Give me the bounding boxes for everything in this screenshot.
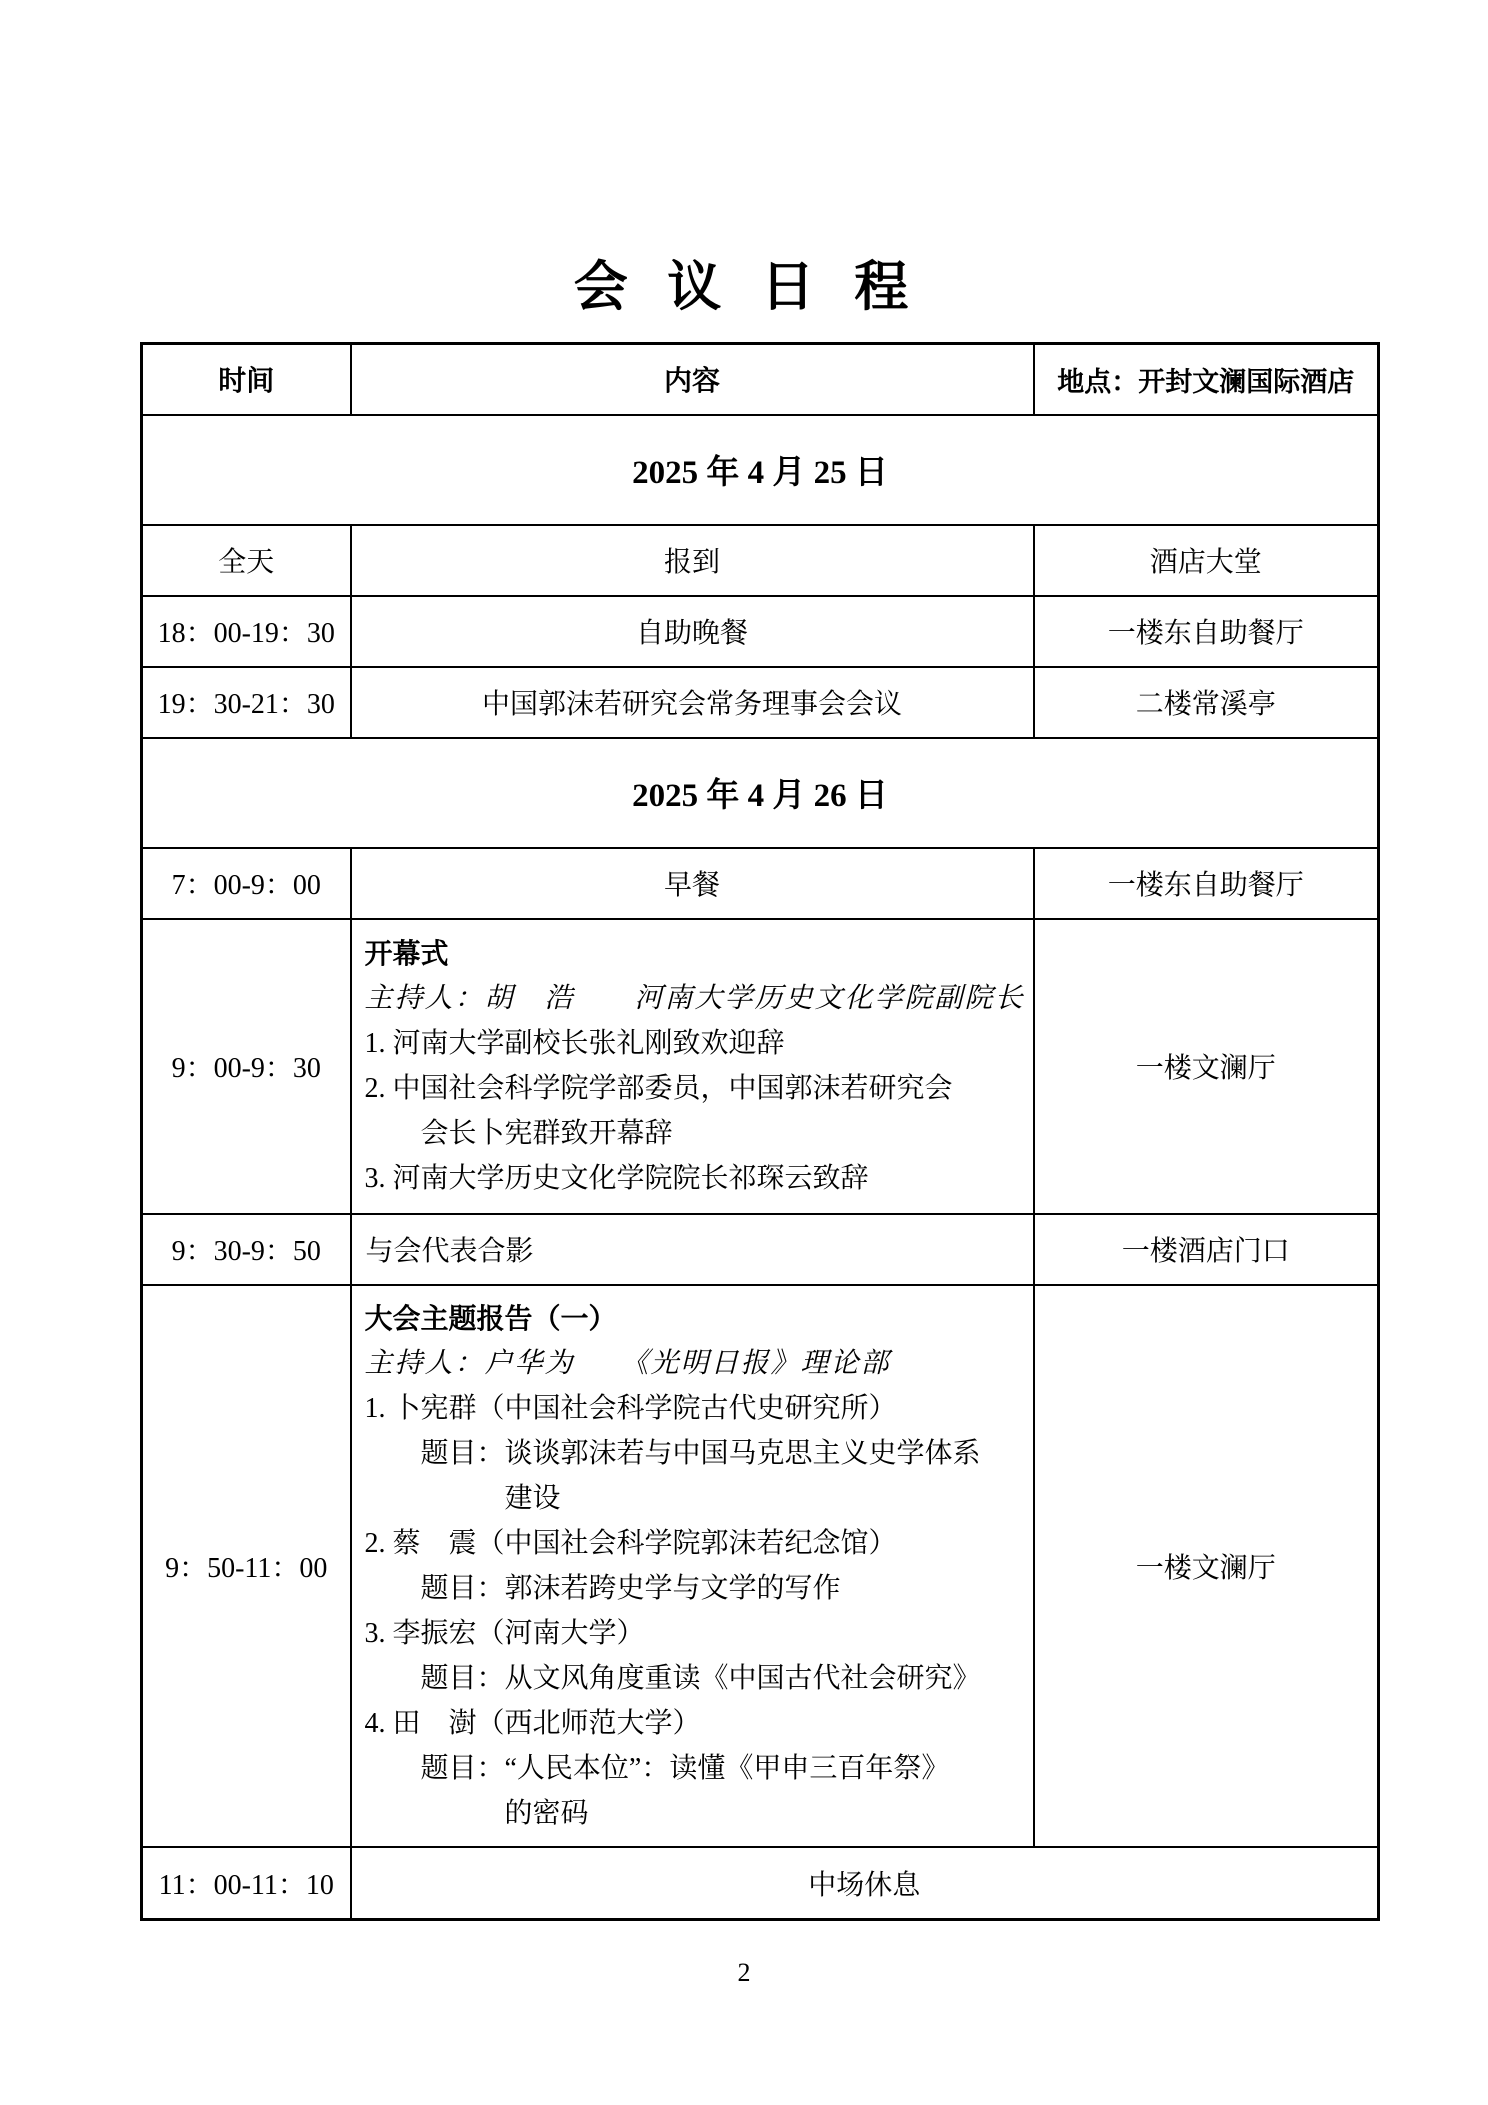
agenda-table (140, 342, 1380, 1921)
location-cell: 一楼文澜厅 (1034, 919, 1379, 1214)
time-cell: 19：30-21：30 (142, 667, 351, 738)
time-cell: 11：00-11：10 (142, 1847, 351, 1920)
date-cell: 2025 年 4 月 26 日 (142, 738, 1379, 848)
time-cell: 7：00-9：00 (142, 848, 351, 919)
session-row (142, 919, 1379, 1214)
agenda-line: 会长卜宪群致开幕辞 (420, 1118, 673, 1149)
agenda-line: 的密码 (504, 1797, 589, 1829)
agenda-line: 题目：从文风角度重读《中国古代社会研究》 (420, 1662, 981, 1694)
agenda-line: 题目：谈谈郭沫若与中国马克思主义史学体系 (420, 1437, 981, 1469)
agenda-line: 主持人：胡 浩 河南大学历史文化学院副院长 (364, 983, 1025, 1014)
header-time: 时间 (142, 344, 351, 415)
agenda-line: 建设 (504, 1482, 561, 1514)
session-content-cell (351, 1285, 1034, 1847)
date-cell: 2025 年 4 月 25 日 (142, 415, 1379, 525)
agenda-line: 2. 中国社会科学院学部委员，中国郭沫若研究会 (364, 1073, 953, 1104)
header-content: 内容 (351, 344, 1034, 415)
agenda-line: 3. 李振宏（河南大学） (364, 1617, 645, 1649)
agenda-row (142, 596, 1379, 667)
location-cell: 一楼文澜厅 (1034, 1285, 1379, 1847)
agenda-line: 1. 卜宪群（中国社会科学院古代史研究所） (364, 1392, 897, 1424)
break-row (142, 1847, 1379, 1920)
agenda-line: 题目：郭沫若跨史学与文学的写作 (420, 1572, 841, 1604)
page-number: 2 (737, 1958, 751, 1987)
time-cell: 9：30-9：50 (142, 1214, 351, 1285)
location-cell: 酒店大堂 (1034, 525, 1379, 596)
date-section-row (142, 415, 1379, 525)
content-cell: 中场休息 (351, 1847, 1379, 1920)
content-cell: 早餐 (351, 848, 1034, 919)
agenda-line: 2. 蔡 震（中国社会科学院郭沫若纪念馆） (364, 1527, 897, 1559)
location-cell: 一楼东自助餐厅 (1034, 596, 1379, 667)
location-cell: 二楼常溪亭 (1034, 667, 1379, 738)
date-section-row (142, 738, 1379, 848)
agenda-row (142, 667, 1379, 738)
agenda-line: 3. 河南大学历史文化学院院长祁琛云致辞 (364, 1163, 869, 1194)
content-cell: 与会代表合影 (351, 1214, 1034, 1285)
time-cell: 9：50-11：00 (142, 1285, 351, 1847)
agenda-line: 1. 河南大学副校长张礼刚致欢迎辞 (364, 1028, 785, 1059)
content-cell: 中国郭沫若研究会常务理事会会议 (351, 667, 1034, 738)
session-row (142, 1285, 1379, 1847)
session-content-cell (351, 919, 1034, 1214)
agenda-line: 大会主题报告（一） (364, 1302, 617, 1334)
time-cell: 全天 (142, 525, 351, 596)
agenda-table-body (142, 415, 1379, 1920)
time-cell: 9：00-9：30 (142, 919, 351, 1214)
agenda-line: 主持人：户华为 《光明日报》理论部 (364, 1347, 891, 1379)
agenda-row (142, 525, 1379, 596)
location-cell: 一楼酒店门口 (1034, 1214, 1379, 1285)
time-cell: 18：00-19：30 (142, 596, 351, 667)
header-location: 地点：开封文澜国际酒店 (1034, 344, 1379, 415)
agenda-row (142, 848, 1379, 919)
agenda-line: 开幕式 (364, 938, 449, 969)
content-cell: 自助晚餐 (351, 596, 1034, 667)
content-cell: 报到 (351, 525, 1034, 596)
agenda-line: 4. 田 澍（西北师范大学） (364, 1707, 701, 1739)
agenda-row (142, 1214, 1379, 1285)
location-cell: 一楼东自助餐厅 (1034, 848, 1379, 919)
page-title: 会 议 日 程 (573, 257, 915, 317)
agenda-line: 题目：“人民本位”：读懂《甲申三百年祭》 (420, 1752, 950, 1784)
table-header-row (142, 344, 1379, 415)
